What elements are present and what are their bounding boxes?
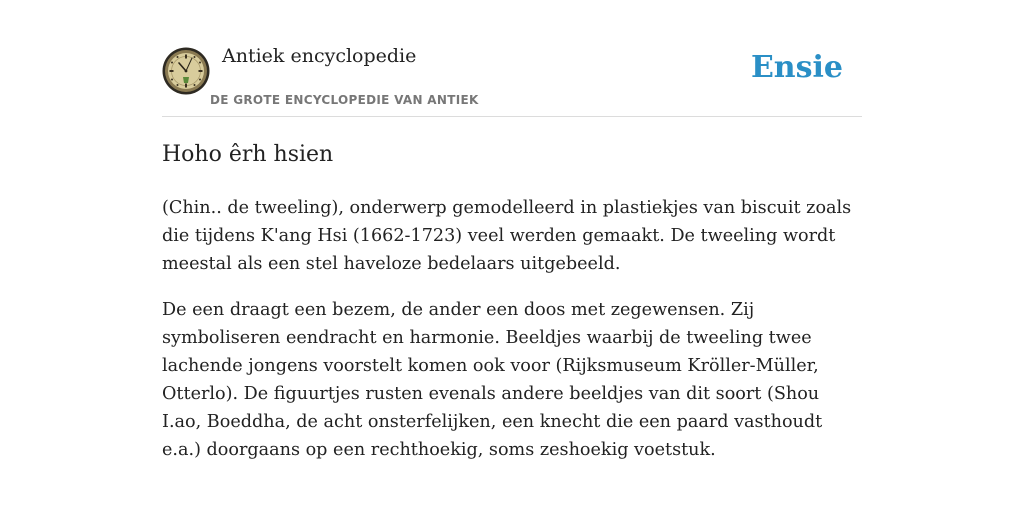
clock-icon[interactable] <box>162 47 210 95</box>
site-title[interactable]: Antiek encyclopedie <box>222 45 417 67</box>
article-body <box>162 194 862 464</box>
site-subtitle: DE GROTE ENCYCLOPEDIE VAN ANTIEK <box>210 93 479 107</box>
article-title: Hoho êrh hsien <box>162 142 334 167</box>
site-header <box>162 0 862 117</box>
article <box>162 140 862 464</box>
brand-logo-link[interactable]: Ensie <box>750 50 843 85</box>
article-paragraph: (Chin.. de tweeling), onderwerp gemodelleerd in plastiekjes van biscuit zoals die tijdens K'ang Hsi (1662-1723) veel werden gemaakt. De tweeling wordt meestal als een stel haveloze bedelaars uitgebeeld. <box>162 198 852 274</box>
article-paragraph: De een draagt een bezem, de ander een doos met zegewensen. Zij symboliseren eendracht en harmonie. Beeldjes waarbij de tweeling twee lachende jongens voorstelt komen ook voor (Rijksmuseum Kröller-Müller, Otterlo). De figuurtjes rusten evenals andere beeldjes van dit soort (Shou I.ao, Boeddha, de acht onsterfelijken, een knecht die een paard vasthoudt e.a.) doorgaans op een rechthoekig, soms zeshoekig voetstuk. <box>162 300 823 460</box>
